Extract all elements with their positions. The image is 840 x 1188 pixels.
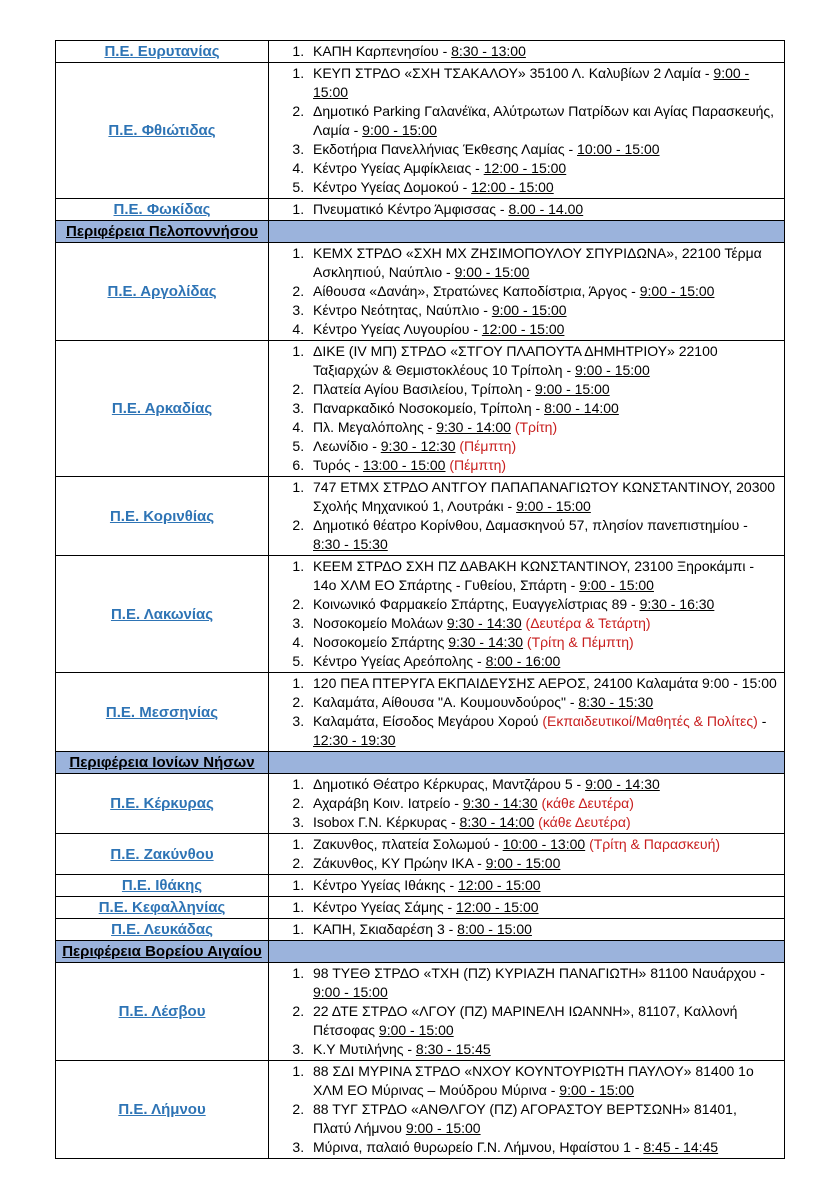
location-text: Κέντρο Νεότητας, Ναύπλιο - (313, 302, 492, 318)
day-note: (Τρίτη) (514, 419, 558, 435)
locations-list (269, 964, 778, 1059)
time-range: 9:00 - 15:00 (362, 122, 437, 138)
location-text: Πνευματικό Κέντρο Άμφισσας - (313, 201, 509, 217)
time-range: 9:00 - 15:00 (575, 362, 650, 378)
location-text: Μύρινα, παλαιό θυρωρείο Γ.Ν. Λήμνου, Ηφαίστου 1 - (313, 1139, 644, 1155)
section-header-fill (269, 752, 785, 774)
time-range: 8:00 - 14:00 (544, 400, 619, 416)
location-item (308, 399, 778, 418)
time-range: 8:00 - 15:00 (457, 921, 532, 937)
time-range: 9:30 - 14:30 (462, 795, 538, 811)
location-text: Εκδοτήρια Πανελλήνιας Έκθεσης Λαμίας - (313, 141, 578, 157)
time-range: 9:00 - 15:00 (559, 1082, 635, 1098)
locations-list (269, 42, 778, 61)
time-range: 9:30 - 16:30 (639, 596, 715, 612)
time-range: 9:00 - 15:00 (485, 855, 561, 871)
location-item (308, 342, 778, 380)
location-text: Παναρκαδικό Νοσοκομείο, Τρίπολη - (313, 400, 545, 416)
location-text: 747 ΕΤΜΧ ΣΤΡΔΟ ΑΝΤΓΟΥ ΠΑΠΑΠΑΝΑΓΙΩΤΟΥ ΚΩΝΣΤΑΝΤΙΝΟΥ, 20300 Σχολής Μηχανικού 1, Λουτράκι - (313, 479, 776, 514)
location-item (308, 456, 778, 475)
region-name: Π.Ε. Λέσβου (56, 963, 269, 1061)
region-name: Π.Ε. Αργολίδας (56, 243, 269, 341)
section-header-label: Περιφέρεια Ιονίων Νήσων (56, 752, 269, 774)
location-text: Νοσοκομείο Μολάων (313, 615, 447, 631)
location-text: Κέντρο Υγείας Ιθάκης - (313, 877, 458, 893)
location-item (308, 614, 778, 633)
locations-list (269, 775, 778, 832)
location-text: Κέντρο Υγείας Αρεόπολης - (313, 653, 486, 669)
location-item (308, 102, 778, 140)
location-item (308, 159, 778, 178)
location-item (308, 320, 778, 339)
time-range: 12:00 - 15:00 (471, 179, 554, 195)
location-text: ΚΕΜΧ ΣΤΡΔΟ «ΣΧΗ ΜΧ ΖΗΣΙΜΟΠΟΥΛΟΥ ΣΠΥΡΙΔΩΝΑ», 22100 Τέρμα Ασκληπιού, Ναύπλιο - (313, 245, 762, 280)
region-name: Π.Ε. Κορινθίας (56, 477, 269, 556)
location-text: 88 ΣΔΙ ΜΥΡΙΝΑ ΣΤΡΔΟ «ΝΧΟΥ ΚΟΥΝΤΟΥΡΙΩΤΗ ΠΑΥΛΟΥ» 81400 1ο ΧΛΜ ΕΟ Μύρινας – Μούδρου Μύρινα - (313, 1063, 754, 1098)
location-item (308, 1062, 778, 1100)
locations-list (269, 342, 778, 475)
time-range: 9:00 - 15:00 (454, 264, 530, 280)
location-item (308, 633, 778, 652)
region-row (56, 63, 785, 199)
locations-list (269, 478, 778, 554)
region-row (56, 919, 785, 941)
section-header-label: Περιφέρεια Βορείου Αιγαίου (56, 941, 269, 963)
day-note: (Εκπαιδευτικοί/Μαθητές & Πολίτες) (542, 713, 758, 729)
region-row (56, 834, 785, 875)
location-item (308, 380, 778, 399)
time-range: 9:30 - 14:30 (448, 634, 524, 650)
region-row (56, 243, 785, 341)
time-range: 9:00 - 15:00 (516, 498, 591, 514)
region-name: Π.Ε. Αρκαδίας (56, 341, 269, 477)
location-item (308, 478, 778, 516)
location-item (308, 1138, 778, 1157)
time-range: 9:30 - 14:30 (446, 615, 522, 631)
time-range: 9:00 - 15:00 (405, 1120, 481, 1136)
locations-cell (269, 243, 785, 341)
location-item (308, 775, 778, 794)
location-item (308, 140, 778, 159)
location-item (308, 244, 778, 282)
location-text: 88 ΤΥΓ ΣΤΡΔΟ «ΑΝΘΛΓΟΥ (ΠΖ) ΑΓΟΡΑΣΤΟΥ ΒΕΡΤΣΩΝΗ» 81401, Πλατύ Λήμνου (313, 1101, 737, 1136)
region-row (56, 963, 785, 1061)
locations-list (269, 674, 778, 750)
location-item (308, 42, 778, 61)
location-text: Isobox Γ.Ν. Κέρκυρας - (313, 814, 460, 830)
locations-cell (269, 477, 785, 556)
time-range: 9:00 - 14:30 (585, 776, 660, 792)
location-item (308, 693, 778, 712)
time-range: 13:00 - 15:00 (362, 457, 446, 473)
location-text: Δημοτικό Θέατρο Κέρκυρας, Μαντζάρου 5 - (313, 776, 586, 792)
locations-cell (269, 875, 785, 897)
locations-list (269, 920, 778, 939)
location-text: Κέντρο Υγείας Δομοκού - (313, 179, 472, 195)
location-text: Κέντρο Υγείας Αμφίκλειας - (313, 160, 484, 176)
location-item (308, 898, 778, 917)
time-range: 9:00 - 15:00 (491, 302, 567, 318)
location-text: Νοσοκομείο Σπάρτης (313, 634, 449, 650)
location-item (308, 178, 778, 197)
location-item (308, 595, 778, 614)
time-range: 12:00 - 15:00 (456, 899, 539, 915)
location-text: 120 ΠΕΑ ΠΤΕΡΥΓΑ ΕΚΠΑΙΔΕΥΣΗΣ ΑΕΡΟΣ, 24100 Καλαμάτα 9:00 - 15:00 (313, 675, 777, 691)
locations-list (269, 200, 778, 219)
regions-schedule-table (55, 40, 785, 1159)
location-item (308, 64, 778, 102)
location-text: Δημοτικό Parking Γαλανέϊκα, Αλύτρωτων Πατρίδων και Αγίας Παρασκευής, Λαμία - (313, 103, 775, 138)
schedule-table-body (56, 41, 785, 1159)
time-range: 8:30 - 13:00 (451, 43, 526, 59)
locations-cell (269, 41, 785, 63)
locations-cell (269, 834, 785, 875)
region-row (56, 875, 785, 897)
region-name: Π.Ε. Ιθάκης (56, 875, 269, 897)
region-row (56, 556, 785, 673)
location-text: Καλαμάτα, Αίθουσα "Α. Κουμουνδούρος" - (313, 694, 579, 710)
location-item (308, 813, 778, 832)
location-text: Κ.Υ Μυτιλήνης - (313, 1041, 416, 1057)
time-range: 9:30 - 14:00 (436, 419, 511, 435)
time-range: 9:00 - 15:00 (639, 283, 715, 299)
locations-cell (269, 63, 785, 199)
locations-list (269, 1062, 778, 1157)
region-name: Π.Ε. Μεσσηνίας (56, 673, 269, 752)
region-row (56, 477, 785, 556)
location-text: Αίθουσα «Δανάη», Στρατώνες Καποδίστρια, Άργος - (313, 283, 640, 299)
location-item (308, 301, 778, 320)
region-row (56, 673, 785, 752)
day-note: (κάθε Δευτέρα) (538, 814, 631, 830)
location-text: Καλαμάτα, Είσοδος Μεγάρου Χορού (313, 713, 543, 729)
locations-cell (269, 919, 785, 941)
time-range: 12:30 - 19:30 (313, 732, 396, 748)
day-note: (Τρίτη & Παρασκευή) (589, 836, 721, 852)
region-name: Π.Ε. Φωκίδας (56, 199, 269, 221)
location-text: Ζάκυνθος, ΚΥ Πρώην ΙΚΑ - (313, 855, 486, 871)
location-text: 98 ΤΥΕΘ ΣΤΡΔΟ «ΤΧΗ (ΠΖ) ΚΥΡΙΑΖΗ ΠΑΝΑΓΙΩΤΗ» 81100 Ναυάρχου - (313, 965, 765, 981)
locations-cell (269, 897, 785, 919)
location-text: Δημοτικό θέατρο Κορίνθου, Δαμασκηνού 57, πλησίον πανεπιστημίου - (313, 517, 748, 533)
region-name: Π.Ε. Φθιώτιδας (56, 63, 269, 199)
region-name: Π.Ε. Κέρκυρας (56, 774, 269, 834)
location-item (308, 854, 778, 873)
time-range: 8:00 - 16:00 (485, 653, 561, 669)
location-item (308, 876, 778, 895)
time-range: 8:45 - 14:45 (643, 1139, 719, 1155)
locations-list (269, 557, 778, 671)
location-item (308, 1100, 778, 1138)
time-range: 12:00 - 15:00 (481, 321, 565, 337)
locations-list (269, 898, 778, 917)
locations-list (269, 876, 778, 895)
time-range: 9:00 - 15:00 (313, 984, 388, 1000)
locations-cell (269, 673, 785, 752)
time-range: 9:00 - 15:00 (579, 577, 654, 593)
locations-list (269, 835, 778, 873)
location-text: Κέντρο Υγείας Σάμης - (313, 899, 457, 915)
locations-cell (269, 963, 785, 1061)
region-row (56, 1061, 785, 1159)
location-item (308, 516, 778, 554)
locations-list (269, 64, 778, 197)
location-text: ΚΕΥΠ ΣΤΡΔΟ «ΣΧΗ ΤΣΑΚΑΛΟΥ» 35100 Λ. Καλυβίων 2 Λαμία - (313, 65, 714, 81)
time-range: 8:30 - 15:45 (415, 1041, 491, 1057)
time-range: 12:00 - 15:00 (483, 160, 567, 176)
location-item (308, 652, 778, 671)
location-item (308, 418, 778, 437)
region-name: Π.Ε. Λακωνίας (56, 556, 269, 673)
section-header-fill (269, 941, 785, 963)
region-row (56, 199, 785, 221)
time-range: 9:00 - 15:00 (313, 65, 750, 100)
time-range: 8:30 - 15:30 (313, 536, 388, 552)
day-note: (Πέμπτη) (459, 438, 517, 454)
region-row (56, 897, 785, 919)
locations-list (269, 244, 778, 339)
region-row (56, 774, 785, 834)
time-range: 8.00 - 14.00 (508, 201, 584, 217)
time-range: 9:00 - 15:00 (378, 1022, 454, 1038)
location-item (308, 712, 778, 750)
location-item (308, 920, 778, 939)
time-range: 10:00 - 13:00 (502, 836, 586, 852)
location-text: 22 ΔΤΕ ΣΤΡΔΟ «ΛΓΟΥ (ΠΖ) ΜΑΡΙΝΕΛΗ ΙΩΑΝΝΗ», 81107, Καλλονή Πέτσοφας (313, 1003, 738, 1038)
location-item (308, 835, 778, 854)
region-name: Π.Ε. Ευρυτανίας (56, 41, 269, 63)
time-range: 8:30 - 15:30 (578, 694, 654, 710)
section-header-row (56, 941, 785, 963)
region-row (56, 41, 785, 63)
locations-cell (269, 341, 785, 477)
location-text: Ζακυνθος, πλατεία Σολωμού - (313, 836, 503, 852)
time-range: 8:30 - 14:00 (459, 814, 535, 830)
location-item (308, 437, 778, 456)
section-header-fill (269, 221, 785, 243)
location-text: Αχαράβη Κοιν. Ιατρείο - (313, 795, 463, 811)
time-range: 9:30 - 12:30 (380, 438, 456, 454)
location-text: ΚΑΠΗ Καρπενησίου - (313, 43, 452, 59)
time-range: 12:00 - 15:00 (458, 877, 541, 893)
day-note: (Τρίτη & Πέμπτη) (526, 634, 634, 650)
section-header-row (56, 221, 785, 243)
section-header-row (56, 752, 785, 774)
day-note: (κάθε Δευτέρα) (541, 795, 634, 811)
region-row (56, 341, 785, 477)
location-text: Τυρός - (313, 457, 363, 473)
day-note: (Δευτέρα & Τετάρτη) (525, 615, 651, 631)
location-text: Κοινωνικό Φαρμακείο Σπάρτης, Ευαγγελίστριας 89 - (313, 596, 640, 612)
region-name: Π.Ε. Κεφαλληνίας (56, 897, 269, 919)
location-item (308, 200, 778, 219)
location-text: - (757, 713, 767, 729)
locations-cell (269, 199, 785, 221)
location-text: ΔΙΚΕ (IV ΜΠ) ΣΤΡΔΟ «ΣΤΓΟΥ ΠΛΑΠΟΥΤΑ ΔΗΜΗΤΡΙΟΥ» 22100 Ταξιαρχών & Θεμιστοκλέους 10 Τρίπολη - (313, 343, 718, 378)
location-text: ΚΑΠΗ, Σκιαδαρέση 3 - (313, 921, 458, 937)
region-name: Π.Ε. Ζακύνθου (56, 834, 269, 875)
locations-cell (269, 556, 785, 673)
locations-cell (269, 1061, 785, 1159)
region-name: Π.Ε. Λευκάδας (56, 919, 269, 941)
locations-cell (269, 774, 785, 834)
time-range: 10:00 - 15:00 (577, 141, 660, 157)
time-range: 9:00 - 15:00 (534, 381, 610, 397)
region-name: Π.Ε. Λήμνου (56, 1061, 269, 1159)
location-item (308, 794, 778, 813)
location-text: Κέντρο Υγείας Λυγουρίου - (313, 321, 482, 337)
location-text: Λεωνίδιο - (313, 438, 381, 454)
day-note: (Πέμπτη) (449, 457, 507, 473)
location-text: Πλατεία Αγίου Βασιλείου, Τρίπολη - (313, 381, 535, 397)
location-text: ΚΕΕΜ ΣΤΡΔΟ ΣΧΗ ΠΖ ΔΑΒΑΚΗ ΚΩΝΣΤΑΝΤΙΝΟΥ, 23100 Ξηροκάμπι - 14ο ΧΛΜ ΕΟ Σπάρτης - Γυθείου, Σπάρτη - (313, 558, 754, 593)
location-item (308, 1040, 778, 1059)
location-item (308, 282, 778, 301)
location-item (308, 557, 778, 595)
location-item (308, 964, 778, 1002)
location-text: Πλ. Μεγαλόπολης - (313, 419, 437, 435)
location-item (308, 1002, 778, 1040)
section-header-label: Περιφέρεια Πελοποννήσου (56, 221, 269, 243)
location-item (308, 674, 778, 693)
